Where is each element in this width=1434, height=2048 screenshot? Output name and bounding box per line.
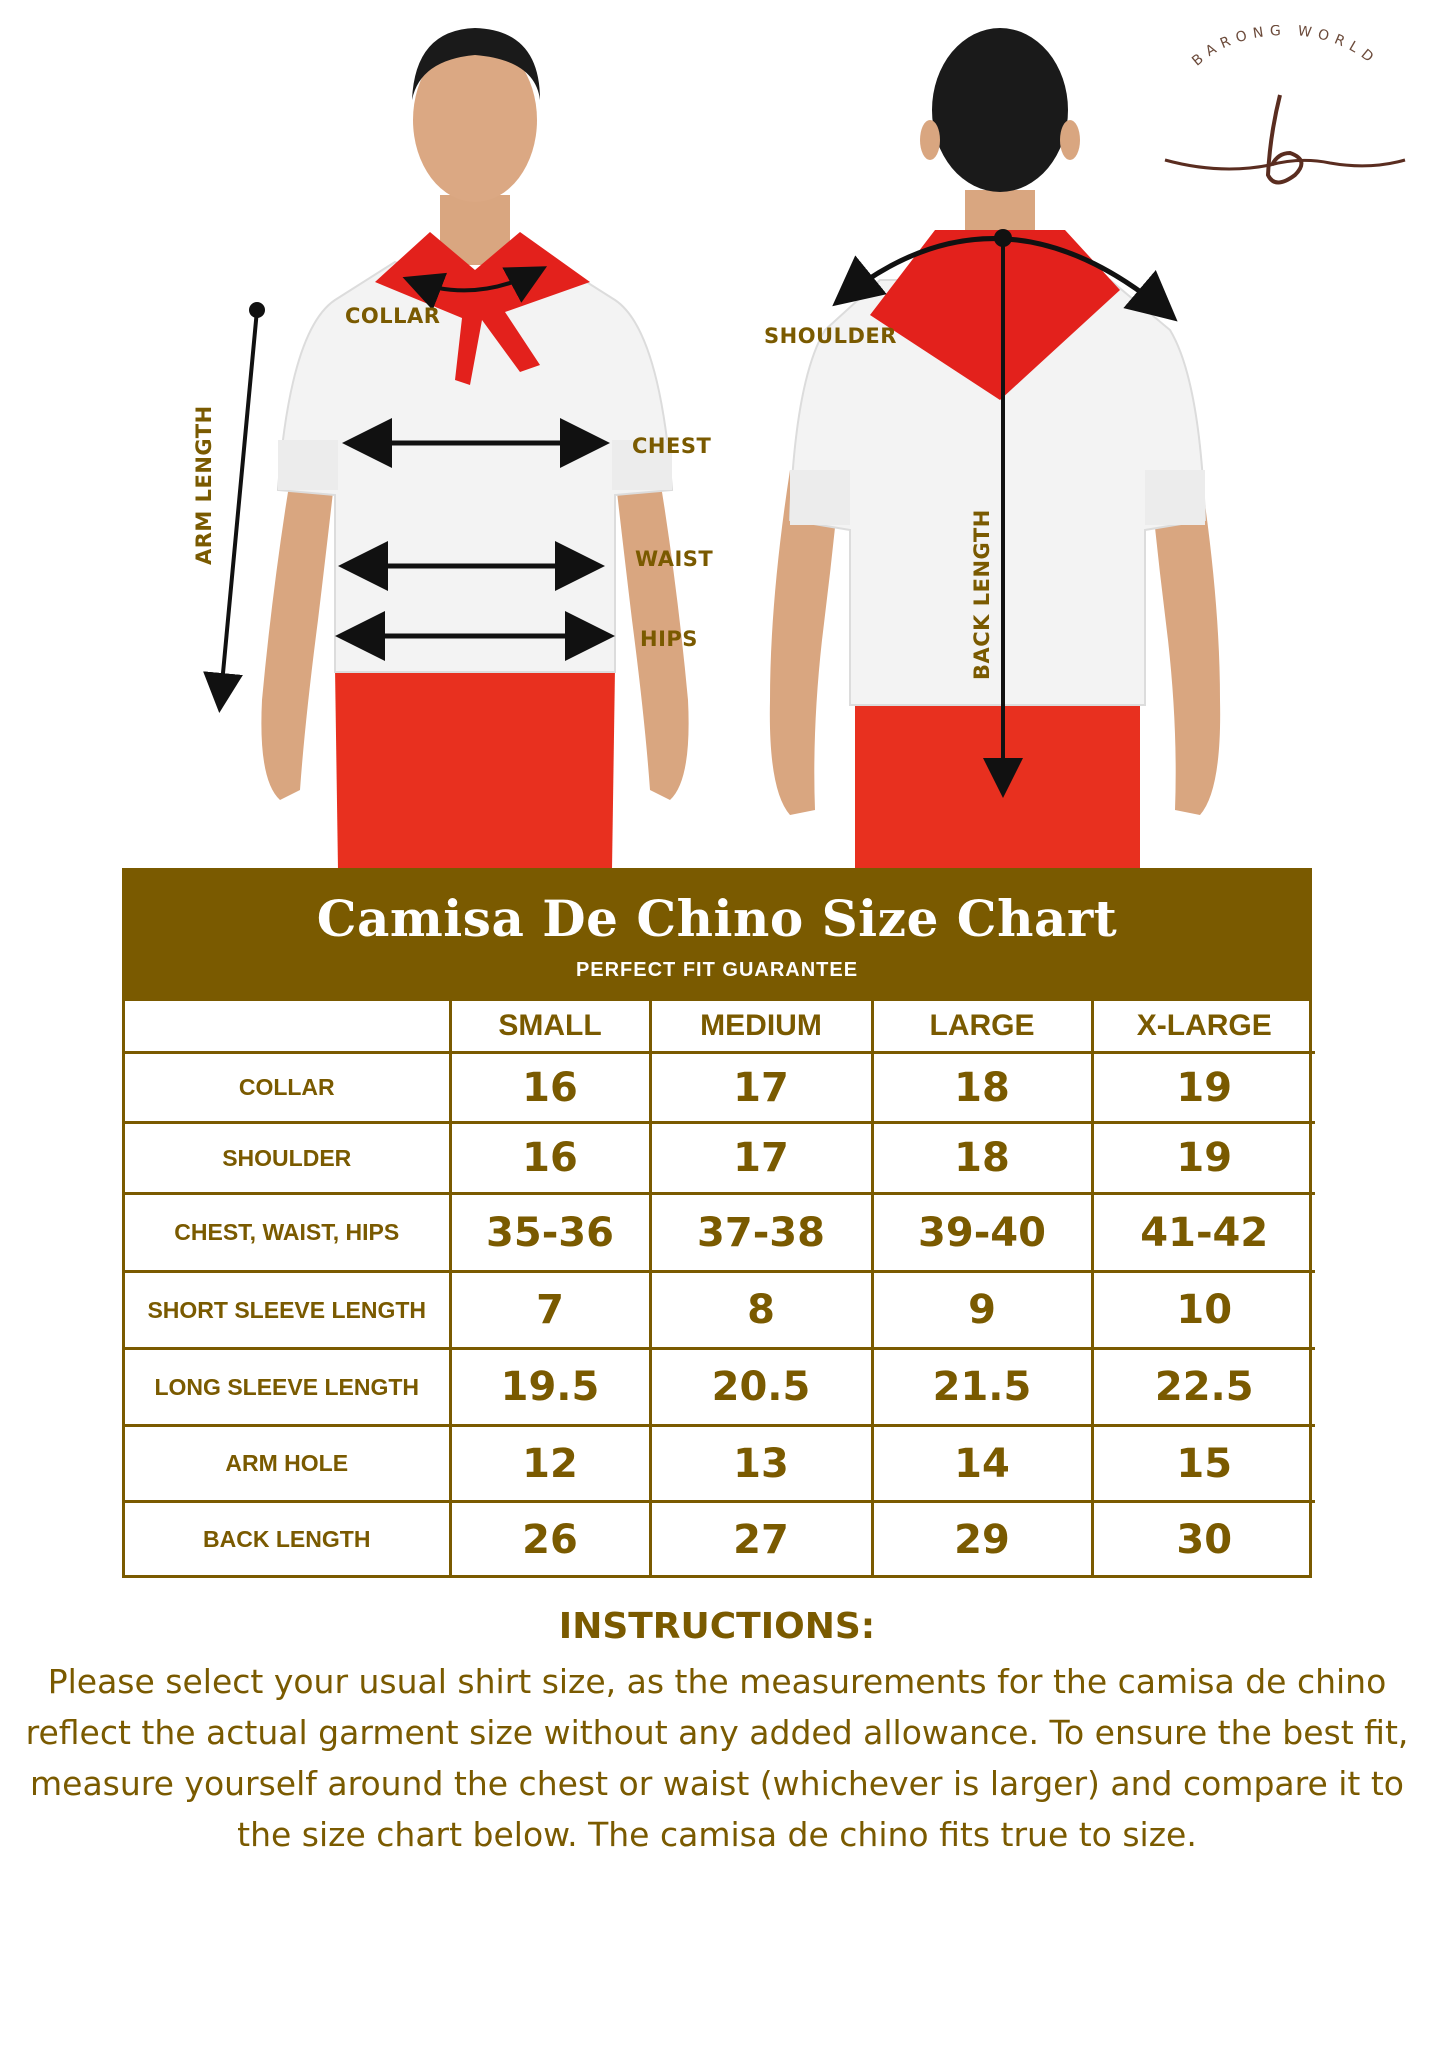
table-row xyxy=(125,1272,1315,1349)
hips-label: HIPS xyxy=(640,627,698,651)
row-label: LONG SLEEVE LENGTH xyxy=(125,1349,450,1426)
table-row xyxy=(125,1502,1315,1577)
table-cell: 9 xyxy=(872,1272,1092,1349)
table-cell: 30 xyxy=(1092,1502,1315,1577)
front-model xyxy=(220,28,689,870)
row-label: CHEST, WAIST, HIPS xyxy=(125,1194,450,1272)
table-cell: 15 xyxy=(1092,1426,1315,1502)
instructions-heading: INSTRUCTIONS: xyxy=(558,1606,876,1647)
table-cell: 39-40 xyxy=(872,1194,1092,1272)
table-cell: 35-36 xyxy=(450,1194,650,1272)
table-cell: 10 xyxy=(1092,1272,1315,1349)
table-row xyxy=(125,1194,1315,1272)
collar-label: COLLAR xyxy=(345,304,441,328)
table-cell: 18 xyxy=(872,1053,1092,1123)
table-cell: 41-42 xyxy=(1092,1194,1315,1272)
script-b-logo-icon xyxy=(1150,25,1420,195)
row-label: ARM HOLE xyxy=(125,1426,450,1502)
column-header: LARGE xyxy=(872,1001,1092,1053)
row-label: SHORT SLEEVE LENGTH xyxy=(125,1272,450,1349)
table-cell: 29 xyxy=(872,1502,1092,1577)
table-cell: 37-38 xyxy=(650,1194,872,1272)
size-table xyxy=(125,1001,1315,1577)
model-photo-area xyxy=(0,0,1434,870)
table-row xyxy=(125,1123,1315,1194)
logo-text: BARONG WORLD xyxy=(1189,25,1381,70)
table-cell: 27 xyxy=(650,1502,872,1577)
table-cell: 26 xyxy=(450,1502,650,1577)
row-label: SHOULDER xyxy=(125,1123,450,1194)
instructions-body: Please select your usual shirt size, as the measurements for the camisa de chino reflect the actual garment size without any added allowance. To ensure the best fit, measure yourself around the chest or waist (whichever is larger) and compare it to the size chart below. The camisa de chino fits true to size. xyxy=(25,1662,1409,1854)
table-cell: 17 xyxy=(650,1053,872,1123)
column-header xyxy=(125,1001,450,1053)
back-length-label: BACK LENGTH xyxy=(970,509,994,680)
table-row xyxy=(125,1349,1315,1426)
table-cell: 19.5 xyxy=(450,1349,650,1426)
table-cell: 14 xyxy=(872,1426,1092,1502)
table-cell: 18 xyxy=(872,1123,1092,1194)
table-row xyxy=(125,1053,1315,1123)
size-chart xyxy=(122,868,1312,1578)
waist-label: WAIST xyxy=(635,547,714,571)
column-header: SMALL xyxy=(450,1001,650,1053)
chart-title: Camisa De Chino Size Chart xyxy=(316,889,1118,948)
table-header-row xyxy=(125,1001,1315,1053)
column-header: X-LARGE xyxy=(1092,1001,1315,1053)
table-cell: 19 xyxy=(1092,1123,1315,1194)
table-row xyxy=(125,1426,1315,1502)
column-header: MEDIUM xyxy=(650,1001,872,1053)
table-cell: 17 xyxy=(650,1123,872,1194)
chart-header xyxy=(125,871,1309,1001)
chest-label: CHEST xyxy=(632,434,712,458)
chart-subtitle: PERFECT FIT GUARANTEE xyxy=(575,959,859,981)
table-cell: 21.5 xyxy=(872,1349,1092,1426)
table-cell: 16 xyxy=(450,1053,650,1123)
table-cell: 13 xyxy=(650,1426,872,1502)
arm-length-label: ARM LENGTH xyxy=(192,405,216,565)
table-cell: 19 xyxy=(1092,1053,1315,1123)
table-cell: 7 xyxy=(450,1272,650,1349)
svg-text:BARONG WORLD xyxy=(1189,25,1381,69)
table-cell: 22.5 xyxy=(1092,1349,1315,1426)
barong-world-logo xyxy=(1150,25,1420,195)
table-cell: 20.5 xyxy=(650,1349,872,1426)
row-label: BACK LENGTH xyxy=(125,1502,450,1577)
table-cell: 8 xyxy=(650,1272,872,1349)
table-cell: 12 xyxy=(450,1426,650,1502)
table-cell: 16 xyxy=(450,1123,650,1194)
shoulder-label: SHOULDER xyxy=(764,324,897,348)
row-label: COLLAR xyxy=(125,1053,450,1123)
